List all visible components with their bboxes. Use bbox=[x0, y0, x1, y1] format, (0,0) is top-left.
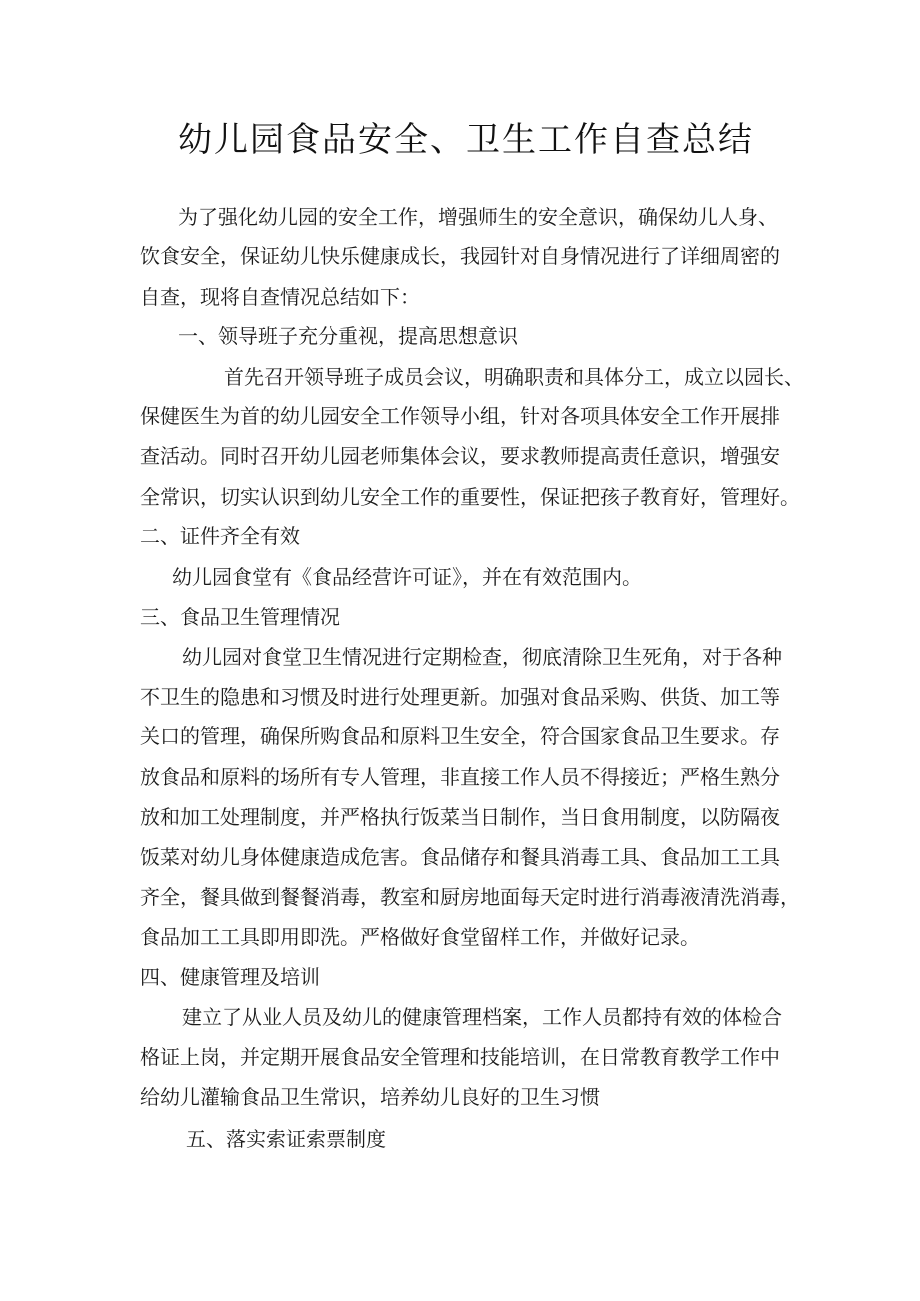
section3-line: 放食品和原料的场所有专人管理，非直接工作人员不得接近；严格生熟分 bbox=[140, 765, 780, 789]
section1-line: 查活动。同时召开幼儿园老师集体会议，要求教师提高责任意识，增强安 bbox=[140, 444, 780, 468]
section2-line: 幼儿园食堂有《食品经营许可证》，并在有效范围内。 bbox=[172, 565, 642, 589]
section4-line: 给幼儿灌输食品卫生常识，培养幼儿良好的卫生习惯 bbox=[140, 1085, 600, 1109]
section-heading-2: 二、证件齐全有效 bbox=[140, 524, 300, 548]
section4-line: 建立了从业人员及幼儿的健康管理档案，工作人员都持有效的体检合 bbox=[182, 1005, 782, 1029]
intro-line: 饮食安全，保证幼儿快乐健康成长，我园针对自身情况进行了详细周密的 bbox=[140, 244, 780, 268]
section3-line: 饭菜对幼儿身体健康造成危害。食品储存和餐具消毒工具、食品加工工具 bbox=[140, 845, 780, 869]
section-heading-4: 四、健康管理及培训 bbox=[140, 965, 320, 989]
intro-line: 自查，现将自查情况总结如下： bbox=[140, 285, 420, 309]
section1-line: 保健医生为首的幼儿园安全工作领导小组，针对各项具体安全工作开展排 bbox=[140, 404, 780, 428]
document-title: 幼儿园食品安全、卫生工作自查总结 bbox=[178, 120, 754, 160]
section4-line: 格证上岗，并定期开展食品安全管理和技能培训，在日常教育教学工作中 bbox=[140, 1045, 780, 1069]
section1-line: 首先召开领导班子成员会议，明确职责和具体分工，成立以园长、 bbox=[224, 365, 804, 389]
section3-line: 幼儿园对食堂卫生情况进行定期检查，彻底清除卫生死角，对于各种 bbox=[182, 645, 782, 669]
section3-line: 不卫生的隐患和习惯及时进行处理更新。加强对食品采购、供货、加工等 bbox=[140, 685, 780, 709]
intro-line: 为了强化幼儿园的安全工作，增强师生的安全意识，确保幼儿人身、 bbox=[178, 205, 778, 229]
section3-line: 食品加工工具即用即洗。严格做好食堂留样工作，并做好记录。 bbox=[140, 925, 700, 949]
section-heading-1: 一、领导班子充分重视，提高思想意识 bbox=[178, 324, 518, 348]
section3-line: 放和加工处理制度，并严格执行饭菜当日制作，当日食用制度，以防隔夜 bbox=[140, 805, 780, 829]
section-heading-5: 五、落实索证索票制度 bbox=[186, 1127, 386, 1151]
section3-line: 关口的管理，确保所购食品和原料卫生安全，符合国家食品卫生要求。存 bbox=[140, 724, 780, 748]
section3-line: 齐全，餐具做到餐餐消毒，教室和厨房地面每天定时进行消毒液清洗消毒， bbox=[140, 885, 800, 909]
section-heading-3: 三、食品卫生管理情况 bbox=[140, 605, 340, 629]
section1-line: 全常识，切实认识到幼儿安全工作的重要性，保证把孩子教育好，管理好。 bbox=[140, 485, 800, 509]
